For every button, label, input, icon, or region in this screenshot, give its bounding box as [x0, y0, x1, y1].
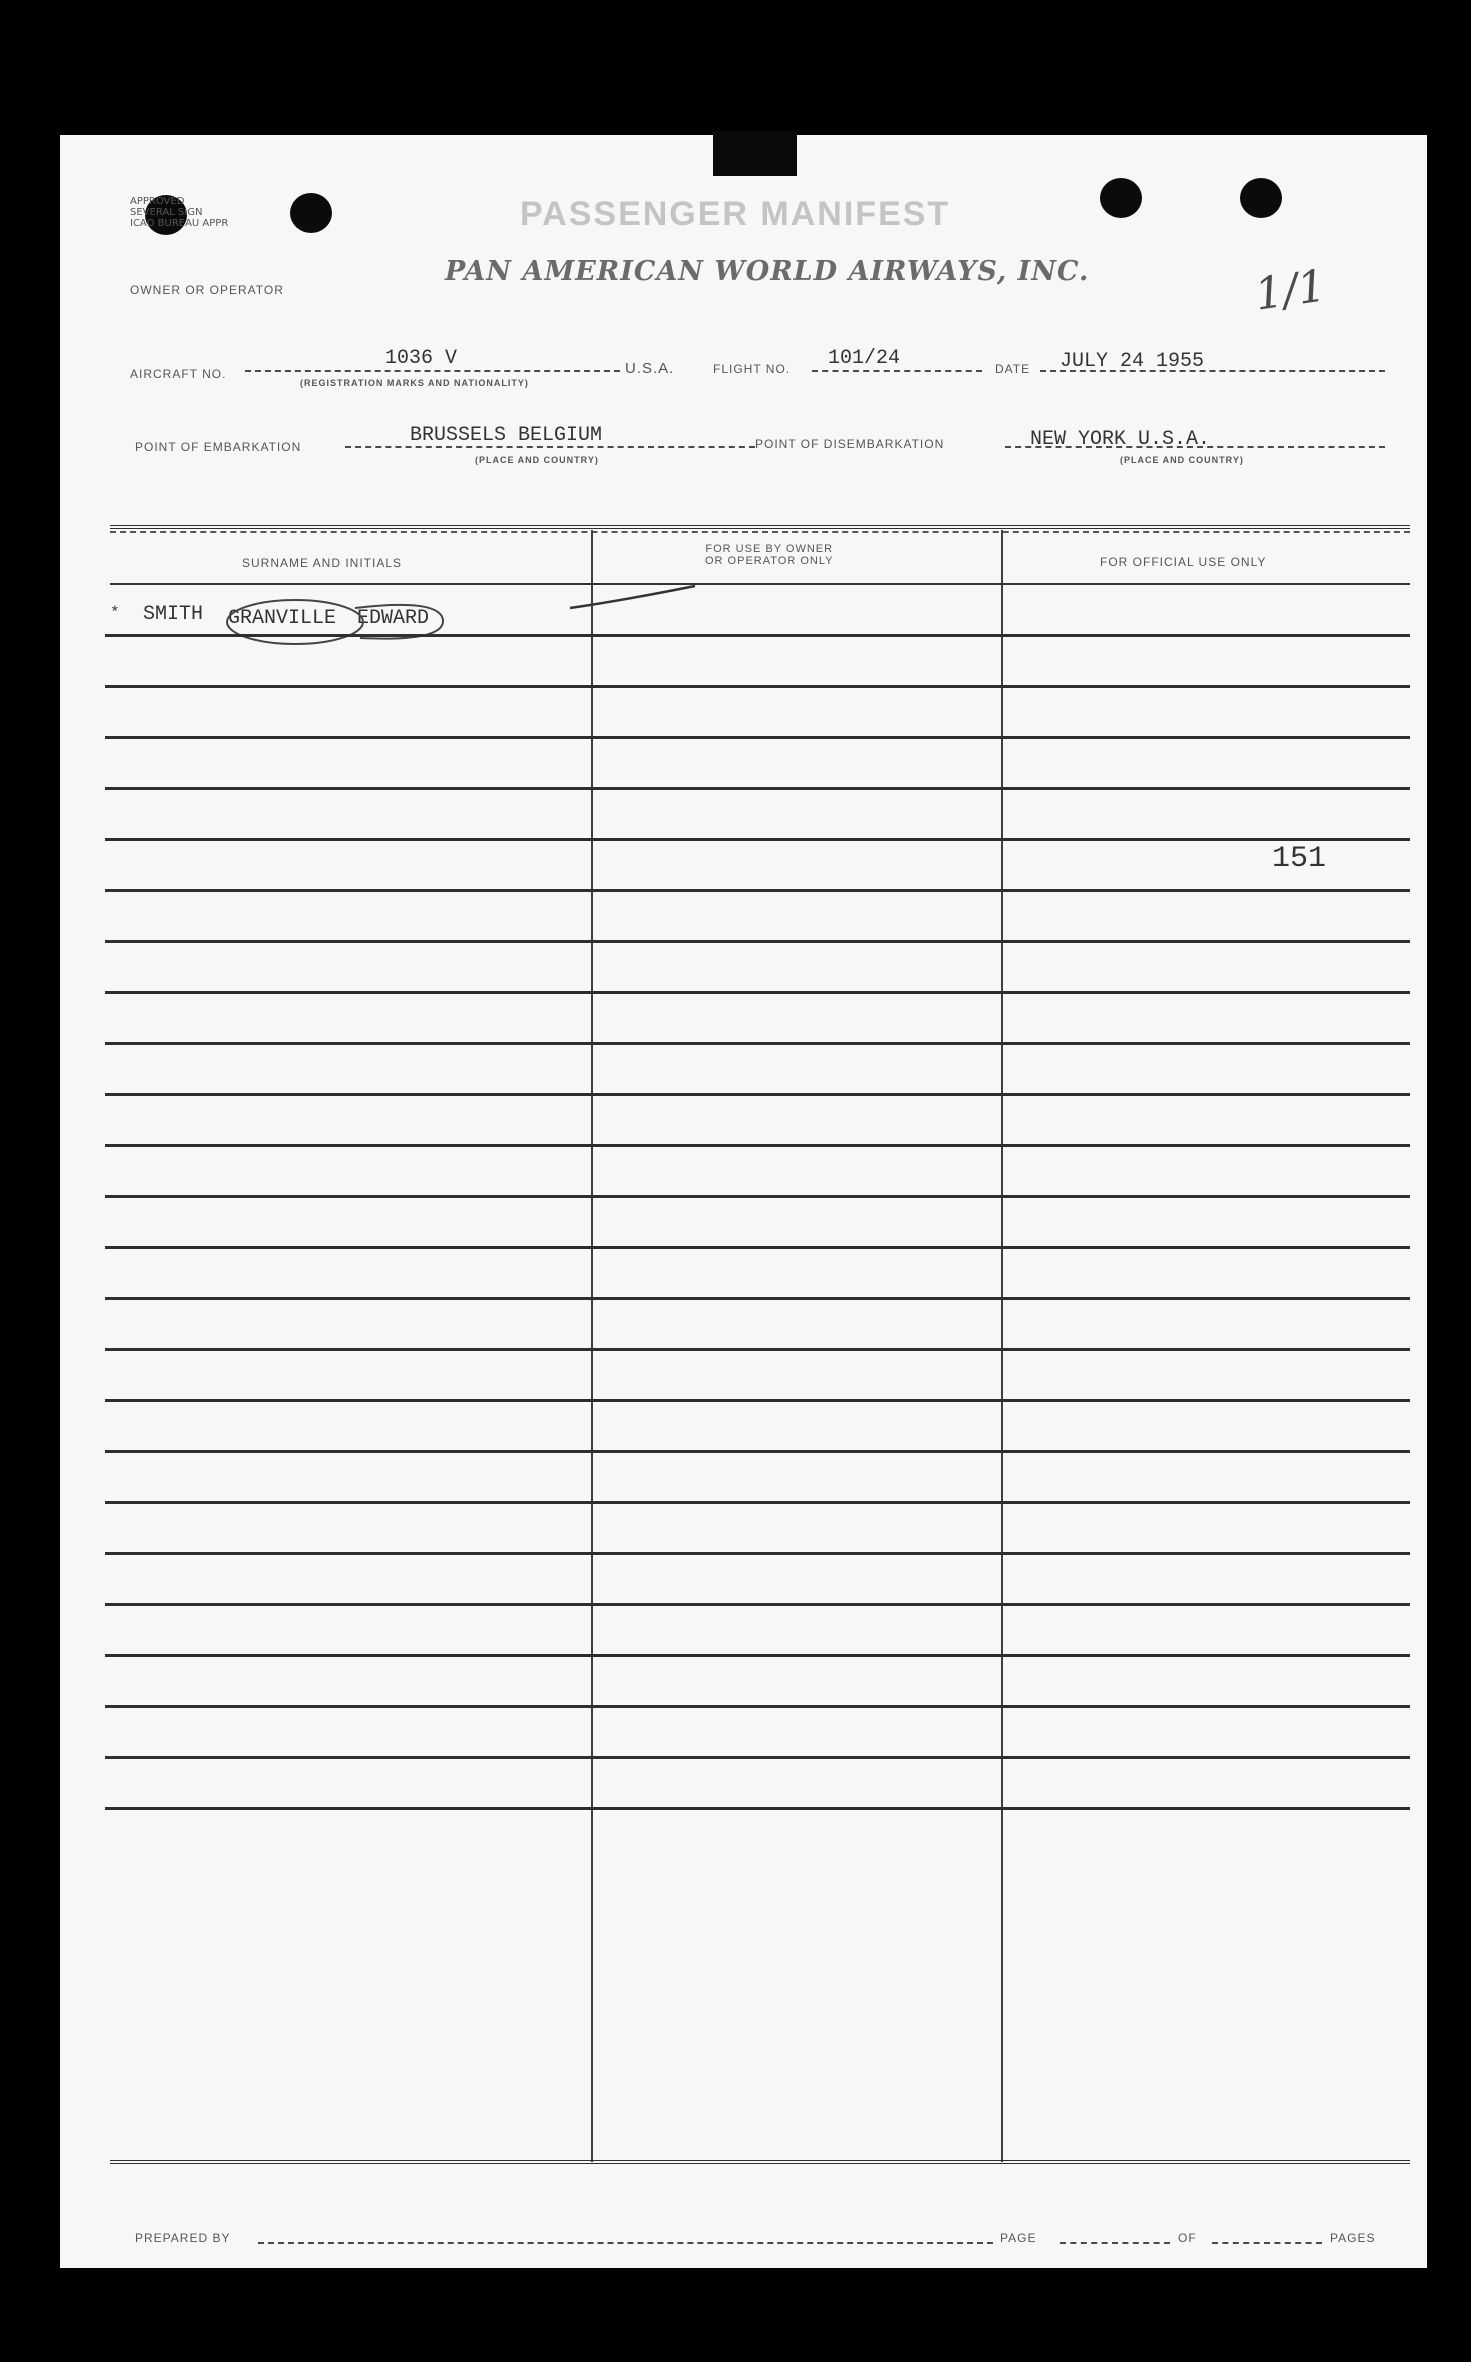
punch-hole	[290, 193, 332, 233]
punch-hole	[1100, 178, 1142, 218]
col-operator-header: FOR USE BY OWNER OR OPERATOR ONLY	[705, 543, 834, 567]
date-value: JULY 24 1955	[1060, 350, 1205, 373]
table-row	[105, 1705, 1410, 1708]
punch-hole	[1240, 178, 1282, 218]
pages-label: PAGES	[1330, 2231, 1376, 2245]
table-row	[105, 1042, 1410, 1045]
passenger-given-name: GRANVILLE	[228, 607, 337, 630]
table-row	[105, 736, 1410, 739]
table-row	[105, 1093, 1410, 1096]
table-row	[105, 1756, 1410, 1759]
table-row	[105, 889, 1410, 892]
table-row	[105, 685, 1410, 688]
owner-label: OWNER OR OPERATOR	[130, 283, 284, 297]
owner-value: PAN AMERICAN WORLD AIRWAYS, INC.	[445, 256, 1090, 287]
row-bullet: *	[110, 604, 120, 622]
table-row	[105, 1654, 1410, 1657]
column-divider	[591, 530, 593, 2162]
table-row	[105, 1807, 1410, 1810]
embarkation-sub-label: (PLACE AND COUNTRY)	[475, 455, 599, 465]
embarkation-value: BRUSSELS BELGIUM	[410, 424, 603, 447]
col-official-header: FOR OFFICIAL USE ONLY	[1100, 555, 1267, 569]
table-row	[105, 991, 1410, 994]
binder-tab	[713, 131, 797, 176]
embarkation-label: POINT OF EMBARKATION	[135, 440, 302, 454]
stamp-line: APPROVED	[130, 196, 185, 207]
col-surname-header: SURNAME AND INITIALS	[242, 556, 403, 570]
flight-value: 101/24	[828, 347, 901, 370]
aircraft-value: 1036 V	[385, 347, 458, 370]
prepared-by-label: PREPARED BY	[135, 2231, 231, 2245]
table-row	[105, 1348, 1410, 1351]
aircraft-label: AIRCRAFT NO.	[130, 367, 227, 381]
handwritten-mark: 1/1	[1251, 260, 1330, 321]
nationality: U.S.A.	[625, 360, 675, 377]
table-row	[105, 1399, 1410, 1402]
table-row	[105, 838, 1410, 841]
table-row	[105, 1144, 1410, 1147]
stamp-line: ICAO BUREAU APPR	[130, 218, 229, 229]
table-row	[105, 1501, 1410, 1504]
table-row	[105, 1297, 1410, 1300]
official-number: 151	[1272, 842, 1327, 876]
table-row	[105, 787, 1410, 790]
disembarkation-label: POINT OF DISEMBARKATION	[755, 437, 945, 451]
table-row	[105, 1552, 1410, 1555]
table-row	[105, 1450, 1410, 1453]
page-title: PASSENGER MANIFEST	[520, 195, 951, 233]
table-row	[105, 1603, 1410, 1606]
aircraft-sub-label: (REGISTRATION MARKS AND NATIONALITY)	[300, 378, 529, 388]
handwritten-tick	[565, 580, 705, 620]
handwritten-circle	[215, 590, 455, 650]
page-label: PAGE	[1000, 2231, 1037, 2245]
passenger-middle-name: EDWARD	[357, 607, 430, 630]
table-row	[105, 940, 1410, 943]
table-row	[105, 1246, 1410, 1249]
table-bottom-rule	[110, 2160, 1410, 2164]
table-row	[105, 1195, 1410, 1198]
disembarkation-value: NEW YORK U.S.A.	[1030, 428, 1211, 451]
table-top-rule	[110, 525, 1410, 529]
passenger-surname: SMITH	[143, 603, 204, 626]
of-label: OF	[1178, 2231, 1197, 2245]
stamp-line: SEVERAL SIGN	[130, 207, 203, 218]
table-row	[105, 634, 1410, 637]
flight-label: FLIGHT NO.	[713, 362, 791, 376]
date-label: DATE	[995, 362, 1031, 376]
disembarkation-sub-label: (PLACE AND COUNTRY)	[1120, 455, 1244, 465]
header-rule	[110, 583, 1410, 585]
column-divider	[1001, 530, 1003, 2162]
approval-stamp	[130, 196, 228, 229]
